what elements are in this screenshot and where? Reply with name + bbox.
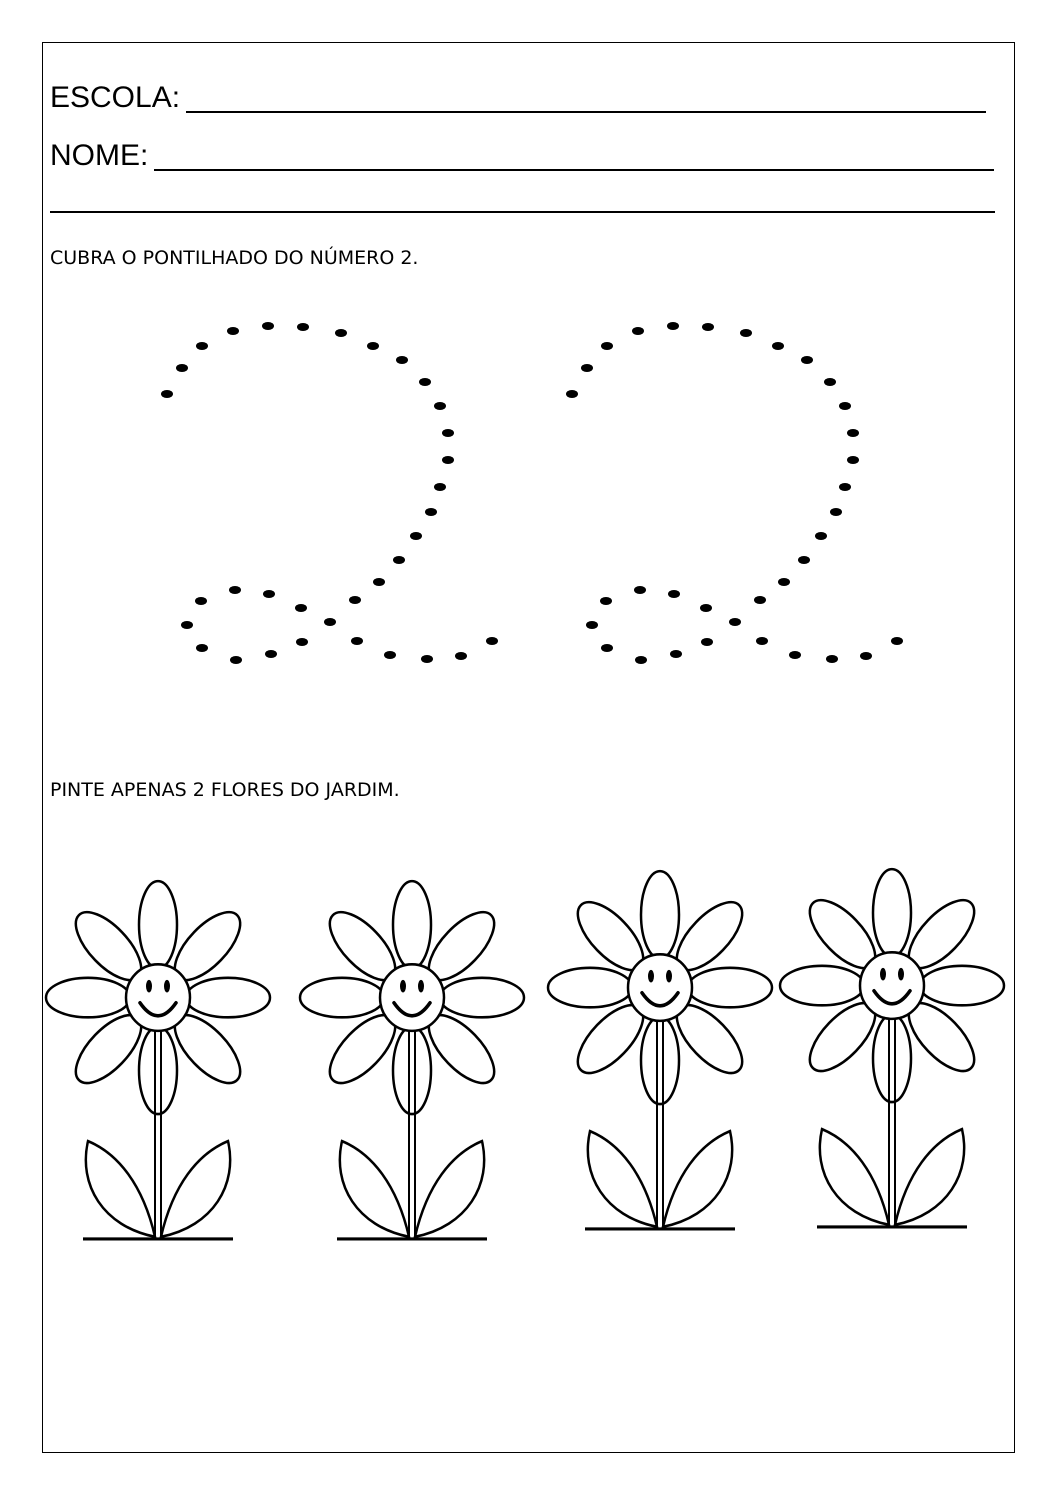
flower-icon: [780, 869, 1004, 1227]
dotted-two-glyph: [161, 322, 498, 664]
flower-icon: [548, 871, 772, 1229]
name-label: NOME:: [50, 139, 149, 172]
flower-icon: [300, 881, 524, 1239]
trace-instruction: CUBRA O PONTILHADO DO NÚMERO 2.: [50, 247, 419, 269]
dotted-digit-two-left[interactable]: [161, 322, 498, 664]
dotted-digit-two-right[interactable]: [566, 322, 903, 664]
paint-instruction: PINTE APENAS 2 FLORES DO JARDIM.: [50, 779, 400, 801]
flower-3[interactable]: [548, 871, 772, 1229]
flower-icon: [46, 881, 270, 1239]
flower-2[interactable]: [300, 881, 524, 1239]
flower-4[interactable]: [780, 869, 1004, 1227]
flower-1[interactable]: [46, 881, 270, 1239]
dotted-two-glyph: [566, 322, 903, 664]
school-label: ESCOLA:: [50, 81, 181, 114]
